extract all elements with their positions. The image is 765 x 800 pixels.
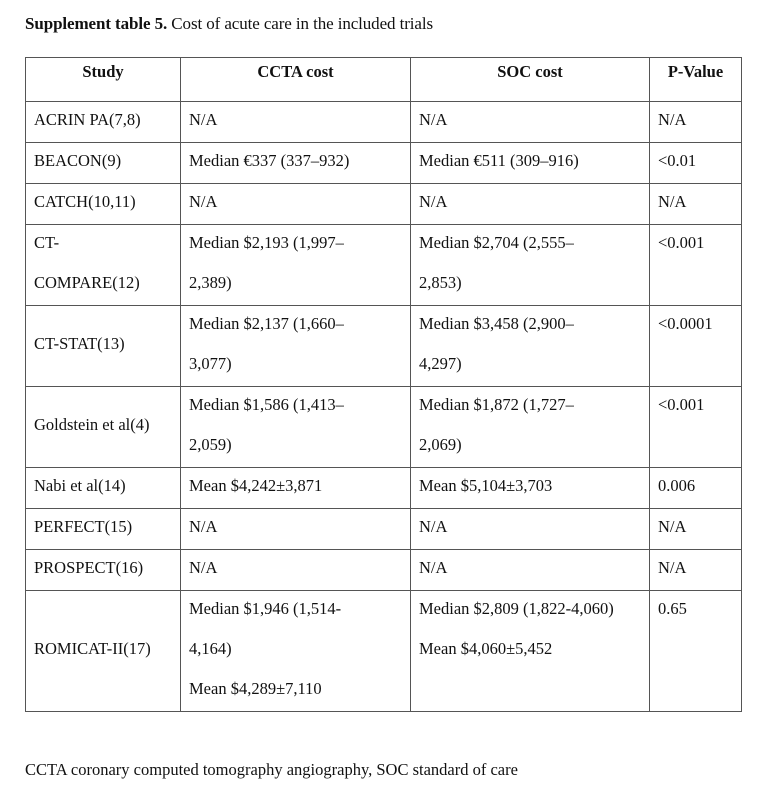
soc-cost-cell-line: Median $3,458 (2,900– [419, 314, 574, 333]
p-value-cell [650, 387, 742, 468]
study-cell [26, 184, 181, 225]
ccta-cost-cell-line: 3,077) [189, 354, 232, 373]
soc-cost-cell-line: Median $1,872 (1,727– [419, 395, 574, 414]
ccta-cost-cell-line: Median €337 (337–932) [189, 151, 350, 170]
ccta-cost-cell-line: Median $2,193 (1,997– [189, 233, 344, 252]
soc-cost-cell [411, 102, 650, 143]
ccta-cost-cell [181, 102, 411, 143]
ccta-cost-cell-line: Median $1,946 (1,514- [189, 599, 342, 618]
study-cell [26, 225, 181, 306]
p-value-cell-line: <0.001 [658, 233, 705, 252]
soc-cost-cell-line: N/A [419, 558, 448, 577]
p-value-cell-line: 0.65 [658, 599, 687, 618]
ccta-cost-cell-line: Median $1,586 (1,413– [189, 395, 344, 414]
study-cell-line: CT- [34, 233, 60, 252]
soc-cost-cell-line: N/A [419, 110, 448, 129]
study-cell [26, 550, 181, 591]
soc-cost-cell-line: Median €511 (309–916) [419, 151, 579, 170]
p-value-cell-line: N/A [658, 110, 687, 129]
p-value-cell [650, 468, 742, 509]
p-value-cell [650, 591, 742, 712]
header-study: Study [26, 58, 181, 102]
p-value-cell [650, 509, 742, 550]
soc-cost-cell [411, 550, 650, 591]
table-caption [25, 14, 433, 34]
table-row [26, 550, 742, 591]
table-row [26, 102, 742, 143]
p-value-cell [650, 184, 742, 225]
header-row [26, 58, 742, 102]
soc-cost-cell-line: 2,853) [419, 273, 462, 292]
study-cell [26, 306, 181, 387]
ccta-cost-cell [181, 184, 411, 225]
soc-cost-cell [411, 509, 650, 550]
study-cell [26, 591, 181, 712]
p-value-cell [650, 143, 742, 184]
soc-cost-cell-line: Mean $5,104±3,703 [419, 476, 553, 495]
ccta-cost-cell [181, 225, 411, 306]
ccta-cost-cell-line: Median $2,137 (1,660– [189, 314, 344, 333]
ccta-cost-cell-line: Mean $4,289±7,110 [189, 679, 322, 698]
ccta-cost-cell [181, 143, 411, 184]
p-value-cell-line: N/A [658, 558, 687, 577]
study-cell-line: Nabi et al(14) [34, 476, 126, 495]
p-value-cell-line: <0.0001 [658, 314, 713, 333]
ccta-cost-cell-line: Mean $4,242±3,871 [189, 476, 323, 495]
ccta-cost-cell [181, 591, 411, 712]
ccta-cost-cell [181, 550, 411, 591]
header-ccta-cost: CCTA cost [181, 58, 411, 102]
soc-cost-cell [411, 468, 650, 509]
study-cell-line: Goldstein et al(4) [34, 415, 150, 434]
p-value-cell-line: 0.006 [658, 476, 696, 495]
ccta-cost-cell-line: 2,389) [189, 273, 232, 292]
study-cell [26, 387, 181, 468]
soc-cost-cell-line: 4,297) [419, 354, 462, 373]
study-cell-line: PERFECT(15) [34, 517, 133, 536]
soc-cost-cell [411, 143, 650, 184]
soc-cost-cell-line: 2,069) [419, 435, 462, 454]
soc-cost-cell [411, 387, 650, 468]
caption-label: Supplement table 5. [25, 14, 168, 33]
soc-cost-cell [411, 184, 650, 225]
cost-table [25, 57, 742, 712]
soc-cost-cell-line: N/A [419, 517, 448, 536]
study-cell [26, 468, 181, 509]
table-row [26, 387, 742, 468]
study-cell-line: CT-STAT(13) [34, 334, 125, 353]
soc-cost-cell-line: N/A [419, 192, 448, 211]
ccta-cost-cell [181, 387, 411, 468]
p-value-cell-line: <0.01 [658, 151, 697, 170]
soc-cost-cell [411, 225, 650, 306]
p-value-cell [650, 306, 742, 387]
ccta-cost-cell [181, 306, 411, 387]
header-p-value: P-Value [650, 58, 742, 102]
footnote: CCTA coronary computed tomography angiography, SOC standard of care [25, 760, 518, 779]
ccta-cost-cell-line: 2,059) [189, 435, 232, 454]
soc-cost-cell-line: Median $2,704 (2,555– [419, 233, 574, 252]
table-row [26, 143, 742, 184]
study-cell [26, 102, 181, 143]
header-soc-cost: SOC cost [411, 58, 650, 102]
table-row [26, 509, 742, 550]
study-cell-line: CATCH(10,11) [34, 192, 136, 211]
soc-cost-cell-line: Median $2,809 (1,822-4,060) [419, 599, 614, 618]
study-cell-line: COMPARE(12) [34, 273, 140, 292]
table-row [26, 225, 742, 306]
caption-text: Cost of acute care in the included trials [167, 14, 433, 33]
table-row [26, 306, 742, 387]
study-cell-line: PROSPECT(16) [34, 558, 144, 577]
table-row [26, 184, 742, 225]
table-row [26, 468, 742, 509]
soc-cost-cell [411, 306, 650, 387]
ccta-cost-cell-line: 4,164) [189, 639, 232, 658]
ccta-cost-cell-line: N/A [189, 192, 218, 211]
p-value-cell-line: <0.001 [658, 395, 705, 414]
table-row [26, 591, 742, 712]
study-cell-line: ROMICAT-II(17) [34, 639, 151, 658]
soc-cost-cell-line: Mean $4,060±5,452 [419, 639, 553, 658]
study-cell-line: BEACON(9) [34, 151, 122, 170]
ccta-cost-cell [181, 468, 411, 509]
p-value-cell [650, 102, 742, 143]
study-cell [26, 143, 181, 184]
p-value-cell-line: N/A [658, 517, 687, 536]
study-cell [26, 509, 181, 550]
p-value-cell-line: N/A [658, 192, 687, 211]
ccta-cost-cell-line: N/A [189, 517, 218, 536]
study-cell-line: ACRIN PA(7,8) [34, 110, 141, 129]
p-value-cell [650, 550, 742, 591]
ccta-cost-cell-line: N/A [189, 110, 218, 129]
soc-cost-cell [411, 591, 650, 712]
ccta-cost-cell-line: N/A [189, 558, 218, 577]
p-value-cell [650, 225, 742, 306]
ccta-cost-cell [181, 509, 411, 550]
